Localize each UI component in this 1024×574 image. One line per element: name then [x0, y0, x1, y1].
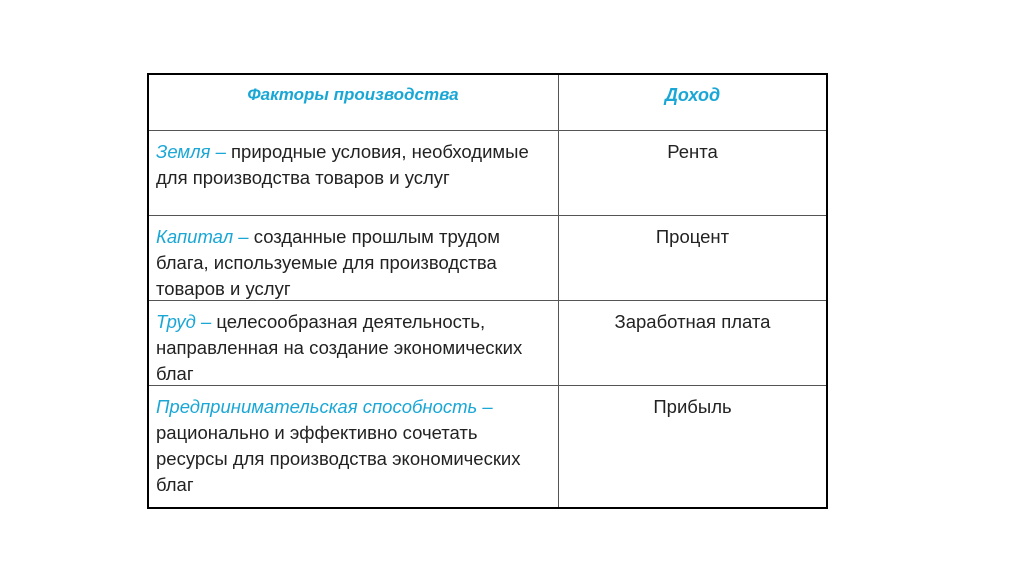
factors-income-table	[147, 73, 828, 509]
header-factors: Факторы производства	[149, 75, 559, 130]
header-income: Доход	[664, 85, 721, 105]
factor-cell	[149, 131, 559, 215]
factor-description: природные условия, необходимые для производства товаров и услуг	[156, 141, 529, 188]
income-cell: Рента	[667, 141, 718, 162]
factor-description: созданные прошлым трудом блага, используемые для производства товаров и услуг	[156, 226, 500, 299]
factor-term: Труд –	[156, 311, 212, 332]
table-header-row	[149, 75, 826, 130]
table-row	[149, 385, 826, 507]
table-row	[149, 300, 826, 385]
factor-term: Предпринимательская способность –	[156, 396, 493, 417]
table-row	[149, 215, 826, 300]
income-cell: Заработная плата	[614, 311, 771, 332]
factor-description: рационально и эффективно сочетать ресурсы для производства экономических благ	[156, 422, 521, 495]
factor-description: целесообразная деятельность, направленная на создание экономических благ	[156, 311, 523, 384]
factor-cell	[149, 216, 559, 300]
income-cell: Прибыль	[653, 396, 732, 417]
factor-cell	[149, 386, 559, 507]
factor-term: Капитал –	[156, 226, 249, 247]
factor-cell	[149, 301, 559, 385]
factor-term: Земля –	[156, 141, 226, 162]
income-cell: Процент	[655, 226, 730, 247]
table-row	[149, 130, 826, 215]
